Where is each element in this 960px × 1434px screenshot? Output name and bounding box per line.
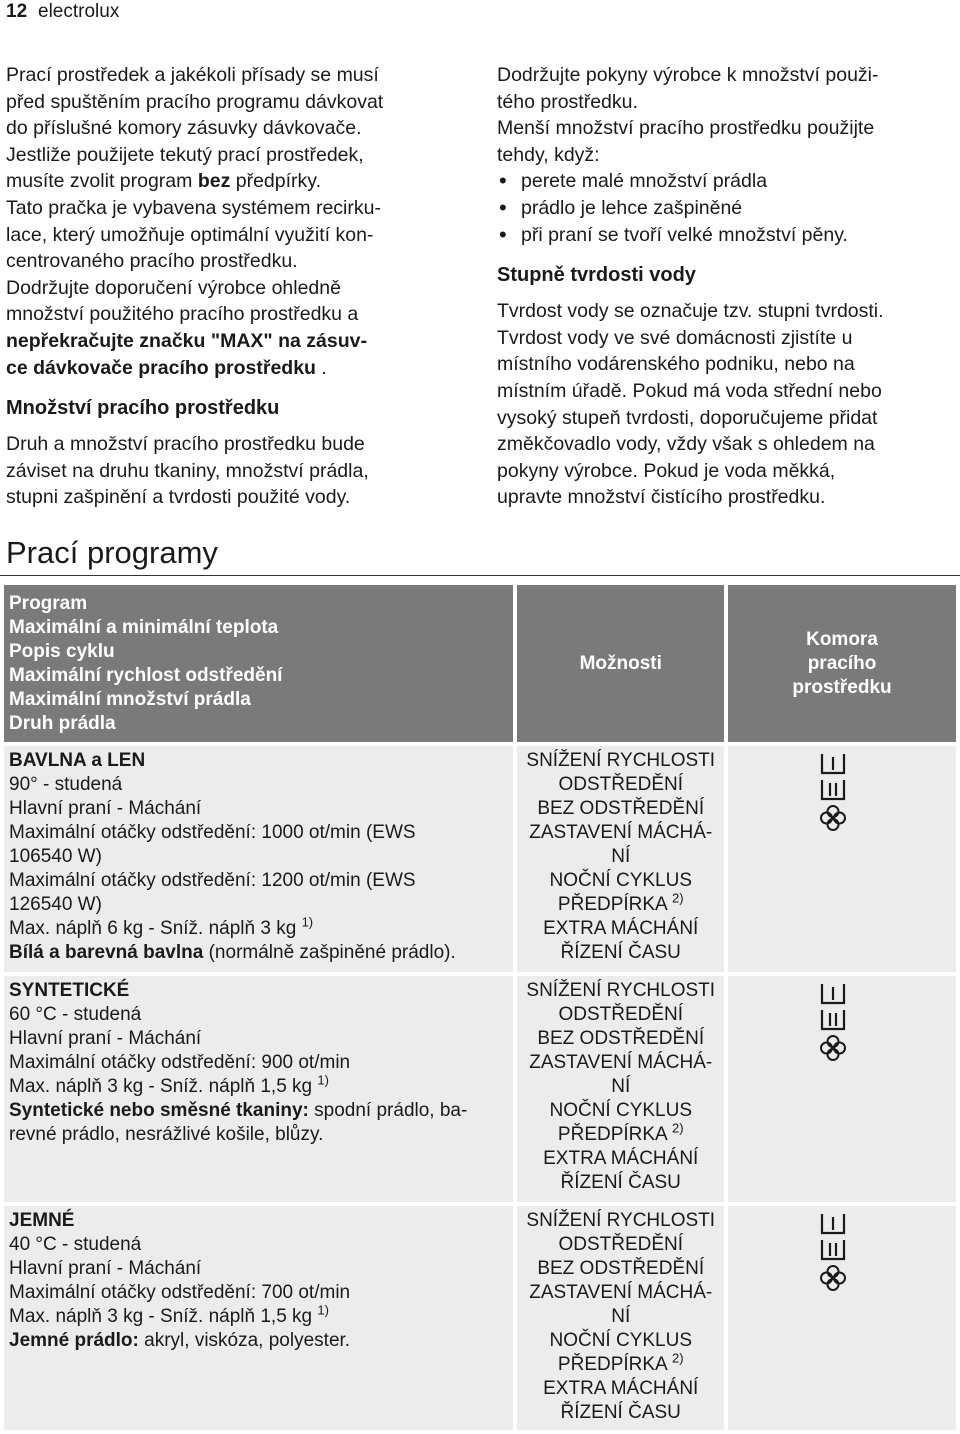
- compartment-icons: [818, 1212, 854, 1292]
- option-item: EXTRA MÁCHÁNÍ: [543, 918, 699, 939]
- program-name: JEMNÉ: [9, 1210, 75, 1231]
- fabric-text: (normálně zašpiněné prádlo).: [203, 942, 456, 963]
- footnote-ref: 2): [671, 1350, 684, 1366]
- option-item: PŘEDPÍRKA: [557, 1124, 672, 1145]
- footnote-ref: 1): [317, 1302, 329, 1318]
- compartment-2-icon: [818, 1238, 848, 1262]
- header-line: Program: [9, 593, 88, 614]
- text-line: Maximální otáčky odstředění: 1000 ot/min (EWS: [9, 822, 416, 843]
- less-detergent-list: [497, 168, 959, 248]
- compartment-icons: [818, 982, 854, 1062]
- list-item: • perete malé množství prádla: [497, 168, 959, 195]
- fabric-label: Bílá a barevná bavlna: [9, 942, 204, 963]
- text-line: Hlavní praní - Máchání: [9, 1258, 202, 1279]
- left-column: [6, 62, 466, 511]
- text-line: Dodržujte doporučení výrobce ohledně: [6, 276, 341, 299]
- text-line: změkčovadlo vody, vždy však s ohledem na: [497, 433, 875, 456]
- option-item: BEZ ODSTŘEDĚNÍ: [537, 798, 705, 819]
- text-line: před spuštěním pracího programu dávkovat: [6, 90, 384, 113]
- softener-flower-icon: [818, 1264, 848, 1292]
- text-line: .: [315, 356, 327, 379]
- text-line: Tvrdost vody se označuje tzv. stupni tvrdosti.: [497, 300, 884, 323]
- compartment-1-icon: [818, 982, 848, 1006]
- option-item: BEZ ODSTŘEDĚNÍ: [537, 1258, 705, 1279]
- text-line: množství použitého pracího prostředku a: [6, 303, 359, 326]
- page-header: [0, 0, 960, 28]
- program-name: SYNTETICKÉ: [9, 980, 130, 1001]
- load-text: Max. náplň 6 kg - Sníž. náplň 3 kg: [9, 918, 302, 939]
- program-options: [517, 746, 724, 972]
- compartment-icons: [818, 752, 854, 832]
- table-row: [4, 1206, 956, 1430]
- option-item: ODSTŘEDĚNÍ: [558, 1004, 684, 1025]
- option-item: NOČNÍ CYKLUS: [549, 870, 692, 891]
- text-line: pokyny výrobce. Pokud je voda měkká,: [497, 459, 836, 482]
- table-row: [4, 976, 956, 1202]
- table-row: [4, 746, 956, 972]
- program-description: [4, 976, 513, 1202]
- option-item: PŘEDPÍRKA: [557, 1354, 672, 1375]
- footnote-ref: 1): [301, 914, 314, 930]
- fabric-text: revné prádlo, nesrážlivé košile, blůzy.: [9, 1124, 324, 1145]
- program-options: [517, 976, 724, 1202]
- detergent-amount-heading: Množství pracího prostředku: [6, 397, 280, 420]
- compartment-1-icon: [818, 752, 848, 776]
- header-program-info: [4, 585, 513, 742]
- max-warning: ce dávkovače pracího prostředku: [6, 356, 316, 379]
- text-line: 126540 W): [9, 894, 102, 915]
- text-line: tehdy, když:: [497, 143, 600, 166]
- footnote-ref: 2): [671, 890, 684, 906]
- text-line: lace, který umožňuje optimální využití kon-: [6, 223, 374, 246]
- list-item: • při praní se tvoří velké množství pěny.: [497, 222, 959, 249]
- text-line: Hlavní praní - Máchání: [9, 1028, 202, 1049]
- program-description: [4, 746, 513, 972]
- detergent-amount-paragraph: [6, 431, 466, 511]
- option-item: NÍ: [611, 846, 631, 867]
- recirculation-paragraph: [6, 195, 466, 275]
- header-compartment: [728, 585, 956, 742]
- compartment-2-icon: [818, 778, 848, 802]
- option-item: ZASTAVENÍ MÁCHÁ-: [529, 1282, 713, 1303]
- text-line: centrovaného pracího prostředku.: [6, 250, 298, 273]
- text-line: Hlavní praní - Máchání: [9, 798, 202, 819]
- fabric-label: Syntetické nebo směsné tkaniny:: [9, 1100, 309, 1121]
- option-item: SNÍŽENÍ RYCHLOSTI: [526, 980, 716, 1001]
- text-line: Prací prostředek a jakékoli přísady se musí: [6, 64, 379, 86]
- option-item: BEZ ODSTŘEDĚNÍ: [537, 1028, 705, 1049]
- header-line: Maximální a minimální teplota: [9, 617, 279, 638]
- text-line: 60 °C - studená: [9, 1004, 142, 1025]
- compartment-2-icon: [818, 1008, 848, 1032]
- option-item: ZASTAVENÍ MÁCHÁ-: [529, 1052, 713, 1073]
- header-line: Maximální množství prádla: [9, 689, 251, 710]
- text-line: stupni zašpinění a tvrdosti použité vody.: [6, 486, 351, 509]
- option-item: SNÍŽENÍ RYCHLOSTI: [526, 750, 716, 771]
- header-line: Maximální rychlost odstředění: [9, 665, 283, 686]
- text-line: 90° - studená: [9, 774, 123, 795]
- text-line: 40 °C - studená: [9, 1234, 142, 1255]
- max-warning: nepřekračujte značku "MAX" na zásuv-: [6, 329, 367, 352]
- list-item: • prádlo je lehce zašpiněné: [497, 195, 959, 222]
- load-text: Max. náplň 3 kg - Sníž. náplň 1,5 kg: [9, 1076, 318, 1097]
- text-line: musíte zvolit program: [6, 170, 198, 193]
- text-line: záviset na druhu tkaniny, množství prádla,: [6, 459, 369, 482]
- recommendation-paragraph: [6, 275, 466, 381]
- softener-flower-icon: [818, 1034, 848, 1062]
- text-line: do příslušné komory zásuvky dávkovače.: [6, 117, 362, 140]
- load-text: Max. náplň 3 kg - Sníž. náplň 1,5 kg: [9, 1306, 318, 1327]
- intro-paragraph: [6, 62, 466, 142]
- fabric-text: spodní prádlo, ba-: [308, 1100, 468, 1121]
- header-line: Komora: [806, 628, 878, 650]
- compartment-cell: [728, 1206, 956, 1430]
- program-name: BAVLNA a LEN: [9, 750, 146, 771]
- option-item: EXTRA MÁCHÁNÍ: [543, 1148, 699, 1169]
- option-item: ODSTŘEDĚNÍ: [558, 774, 684, 795]
- text-line: upravte množství čistícího prostředku.: [497, 486, 826, 509]
- text-line: tého prostředku.: [497, 90, 638, 113]
- text-line: Maximální otáčky odstředění: 700 ot/min: [9, 1282, 351, 1303]
- option-item: NÍ: [611, 1076, 631, 1097]
- text-line: předpírky.: [230, 170, 322, 193]
- header-line: Popis cyklu: [9, 641, 115, 662]
- header-line: prostředku: [792, 676, 892, 698]
- option-item: PŘEDPÍRKA: [557, 894, 672, 915]
- option-item: ODSTŘEDĚNÍ: [558, 1234, 684, 1255]
- page-number: 12: [6, 1, 28, 22]
- bold-word: bez: [197, 170, 231, 193]
- right-column: [497, 62, 959, 511]
- section-title: Prací programy: [6, 535, 218, 570]
- text-line: Tvrdost vody ve své domácnosti zjistíte u: [497, 326, 853, 349]
- option-item: ŘÍZENÍ ČASU: [560, 1172, 681, 1193]
- text-line: vysoký stupeň tvrdosti, doporučujeme přidat: [497, 406, 878, 429]
- compartment-cell: [728, 746, 956, 972]
- option-item: ŘÍZENÍ ČASU: [560, 942, 681, 963]
- text-line: Tato pračka je vybavena systémem recirku-: [6, 196, 381, 219]
- brand-name: electrolux: [38, 1, 120, 22]
- fabric-label: Jemné prádlo:: [9, 1330, 139, 1351]
- program-options: [517, 1206, 724, 1430]
- header-line: pracího: [807, 652, 877, 674]
- text-line: Maximální otáčky odstředění: 900 ot/min: [9, 1052, 351, 1073]
- text-line: 106540 W): [9, 846, 102, 867]
- header-options: Možnosti: [517, 585, 724, 742]
- compartment-1-icon: [818, 1212, 848, 1236]
- dosage-paragraph: [497, 62, 959, 168]
- softener-flower-icon: [818, 804, 848, 832]
- table-header-row: [4, 585, 956, 742]
- option-item: NOČNÍ CYKLUS: [549, 1100, 692, 1121]
- text-line: Jestliže použijete tekutý prací prostředek,: [6, 143, 364, 166]
- programs-table: [0, 581, 960, 1434]
- text-line: Menší množství pracího prostředku použijte: [497, 117, 875, 140]
- option-item: SNÍŽENÍ RYCHLOSTI: [526, 1210, 716, 1231]
- fabric-text: akryl, viskóza, polyester.: [138, 1330, 351, 1351]
- option-item: ZASTAVENÍ MÁCHÁ-: [529, 822, 713, 843]
- compartment-cell: [728, 976, 956, 1202]
- section-divider: [0, 575, 960, 576]
- option-item: NÍ: [611, 1306, 631, 1327]
- text-line: místního vodárenského podniku, nebo na: [497, 353, 855, 376]
- option-item: ŘÍZENÍ ČASU: [560, 1402, 681, 1423]
- text-line: místním úřadě. Pokud má voda střední nebo: [497, 379, 882, 402]
- option-item: EXTRA MÁCHÁNÍ: [543, 1378, 699, 1399]
- water-hardness-paragraph: [497, 298, 959, 511]
- text-line: Dodržujte pokyny výrobce k množství použi-: [497, 64, 879, 86]
- liquid-detergent-paragraph: [6, 142, 466, 195]
- text-line: Maximální otáčky odstředění: 1200 ot/min (EWS: [9, 870, 416, 891]
- option-item: NOČNÍ CYKLUS: [549, 1330, 692, 1351]
- program-description: [4, 1206, 513, 1430]
- footnote-ref: 2): [671, 1120, 684, 1136]
- header-line: Druh prádla: [9, 713, 116, 734]
- footnote-ref: 1): [317, 1072, 329, 1088]
- water-hardness-heading: Stupně tvrdosti vody: [497, 264, 696, 287]
- text-line: Druh a množství pracího prostředku bude: [6, 433, 365, 456]
